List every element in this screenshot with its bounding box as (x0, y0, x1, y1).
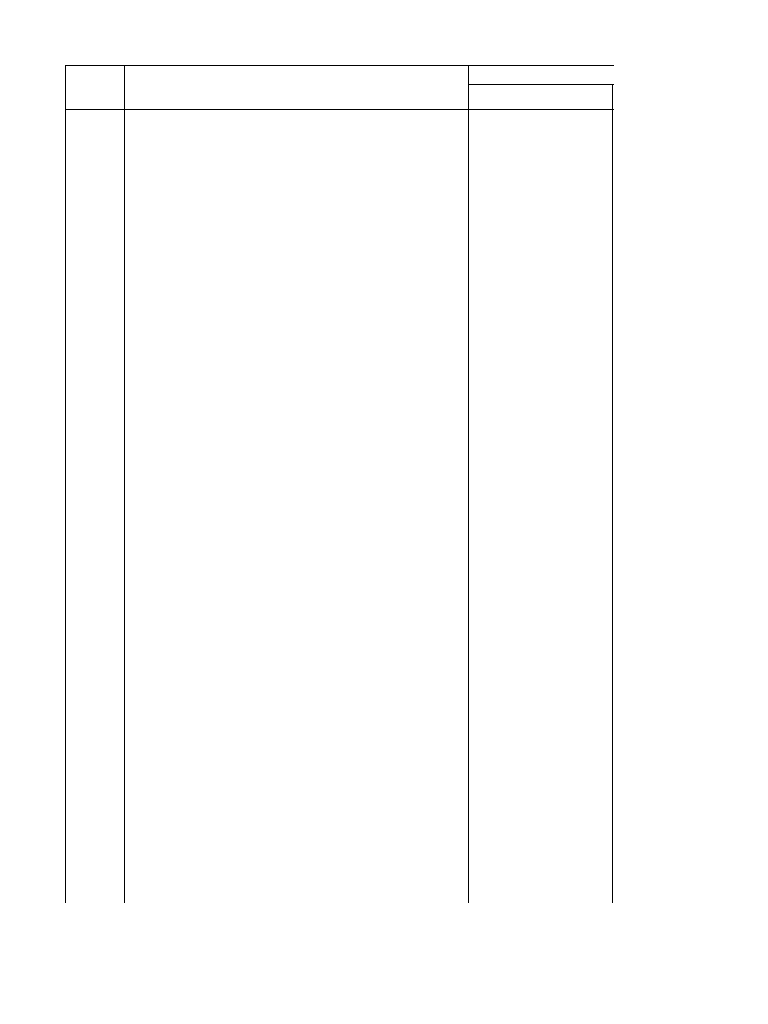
header-bottom-border (65, 109, 614, 110)
table-left-border (65, 65, 66, 903)
subject-header-divider (469, 84, 614, 85)
number-column-divider (124, 65, 125, 903)
subject-column-right-border (612, 84, 613, 903)
table-top-border (65, 65, 614, 66)
name-column-divider (468, 65, 469, 903)
